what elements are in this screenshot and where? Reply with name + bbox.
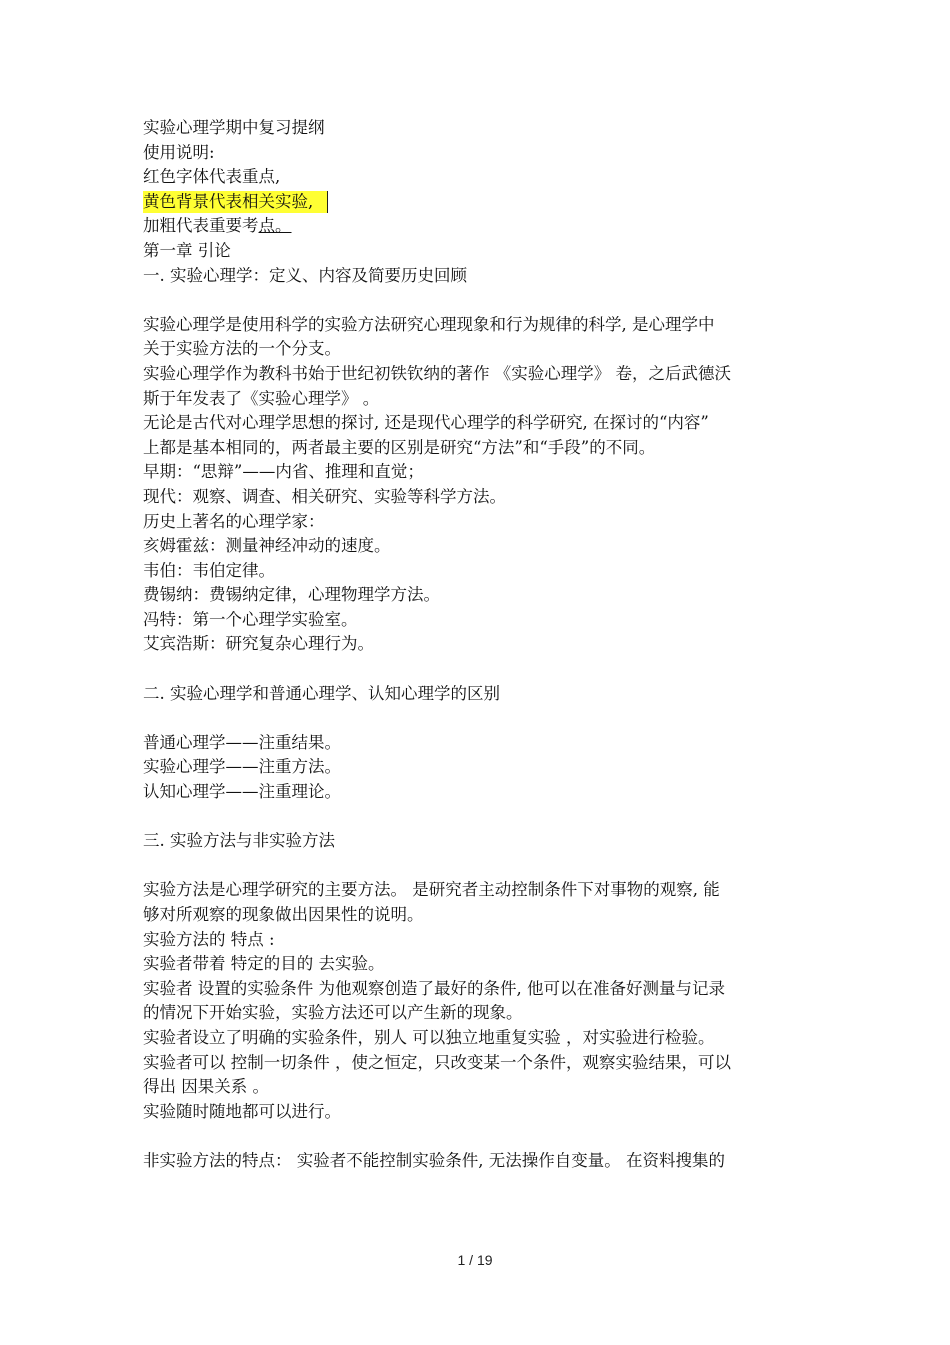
section-1-heading: 一. 实验心理学：定义、内容及简要历史回顾: [143, 265, 467, 285]
paragraph-line: 关于实验方法的一个分支。: [143, 339, 341, 359]
feature-item: 实验随时随地都可以进行。: [143, 1101, 341, 1121]
famous-psychologists-heading: 历史上著名的心理学家：: [143, 511, 325, 531]
document-body: [143, 116, 813, 1174]
psychologist-item: 艾宾浩斯：研究复杂心理行为。: [143, 634, 374, 654]
modern-methods: 现代：观察、调查、相关研究、实验等科学方法。: [143, 486, 506, 506]
psychologist-item: 冯特：第一个心理学实验室。: [143, 609, 358, 629]
usage-yellow-note-row: [143, 190, 813, 215]
section-3-heading: 三. 实验方法与非实验方法: [143, 831, 335, 851]
usage-bold-underlined: 点。: [258, 216, 292, 236]
paragraph-line: 实验心理学是使用科学的实验方法研究心理现象和行为规律的科学, 是心理学中: [143, 314, 715, 334]
usage-red-note: 红色字体代表重点,: [143, 167, 281, 187]
paragraph-line: 无论是古代对心理学思想的探讨, 还是现代心理学的科学研究, 在探讨的“内容”: [143, 413, 709, 433]
usage-bold-note: [143, 214, 813, 239]
feature-item: 实验者带着 特定的目的 去实验。: [143, 954, 385, 974]
paragraph-line: 上都是基本相同的，两者最主要的区别是研究“方法”和“手段”的不同。: [143, 437, 656, 457]
psychologist-item: 亥姆霍兹：测量神经冲动的速度。: [143, 536, 391, 556]
chapter-heading: 第一章 引论: [143, 240, 231, 260]
psychologist-item: 韦伯：韦伯定律。: [143, 560, 275, 580]
comparison-item: 普通心理学——注重结果。: [143, 732, 341, 752]
page-number: 1 / 19: [457, 1252, 493, 1268]
doc-title: 实验心理学期中复习提纲: [143, 118, 325, 137]
paragraph-line: 斯于年发表了《实验心理学》 。: [143, 388, 380, 408]
paragraph-line: 实验方法是心理学研究的主要方法。 是研究者主动控制条件下对事物的观察, 能: [143, 880, 720, 900]
feature-item: 实验者设立了明确的实验条件，别人 可以独立地重复实验 ，对实验进行检验。: [143, 1027, 715, 1047]
psychologist-item: 费锡纳：费锡纳定律，心理物理学方法。: [143, 585, 440, 605]
section-2-heading: 二. 实验心理学和普通心理学、认知心理学的区别: [143, 683, 500, 703]
paragraph-line: 实验心理学作为教科书始于世纪初铁钦纳的著作 《实验心理学》 卷，之后武德沃: [143, 363, 731, 383]
feature-item: 得出 因果关系 。: [143, 1077, 269, 1097]
usage-heading: 使用说明:: [143, 142, 215, 162]
feature-item: 的情况下开始实验，实验方法还可以产生新的现象。: [143, 1003, 523, 1023]
features-heading: 实验方法的 特点 :: [143, 929, 275, 949]
feature-item: 实验者 设置的实验条件 为他观察创造了最好的条件, 他可以在准备好测量与记录: [143, 978, 725, 998]
early-methods: 早期：“思辩”——内省、推理和直觉；: [143, 462, 424, 482]
comparison-item: 实验心理学——注重方法。: [143, 757, 341, 777]
usage-bold-prefix: 加粗代表重要考: [143, 216, 259, 236]
comparison-item: 认知心理学——注重理论。: [143, 782, 341, 802]
non-experimental-features: 非实验方法的特点： 实验者不能控制实验条件, 无法操作自变量。 在资料搜集的: [143, 1150, 725, 1170]
usage-yellow-note: 黄色背景代表相关实验,: [143, 191, 328, 213]
paragraph-line: 够对所观察的现象做出因果性的说明。: [143, 905, 424, 924]
feature-item: 实验者可以 控制一切条件 ，使之恒定，只改变某一个条件，观察实验结果，可以: [143, 1052, 731, 1072]
